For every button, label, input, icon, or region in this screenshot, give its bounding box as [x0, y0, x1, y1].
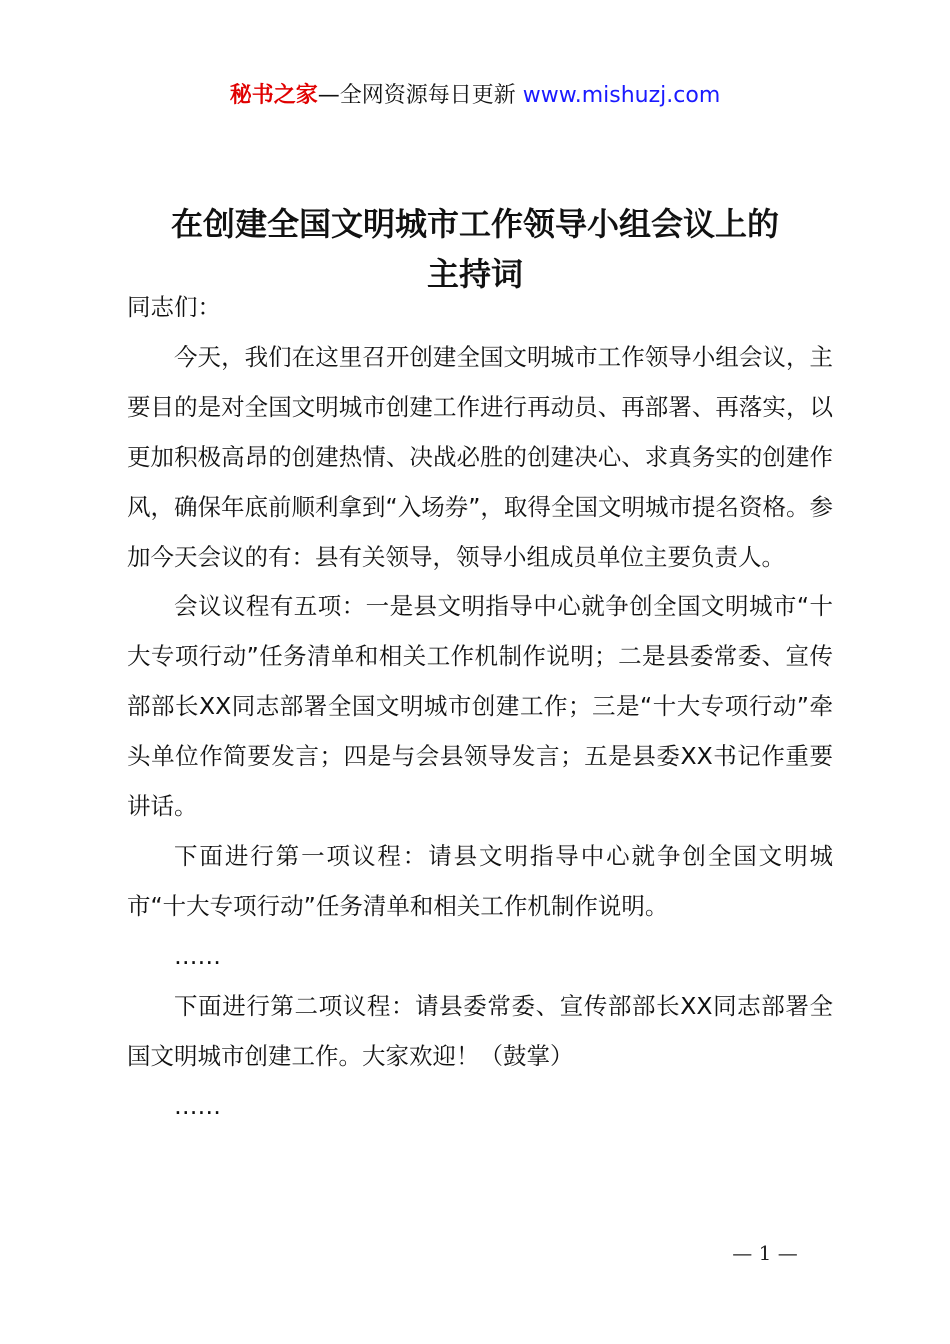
- paragraph-opening: 今天，我们在这里召开创建全国文明城市工作领导小组会议，主要目的是对全国文明城市创建工作进行再动员、再部署、再落实，以更加积极高昂的创建热情、决战必胜的创建决心、求真务实的创建作风，确保年底前顺利拿到“入场券”，取得全国文明城市提名资格。参加今天会议的有：县有关领导，领导小组成员单位主要负责人。: [127, 342, 833, 571]
- ellipsis-1: ……: [174, 941, 221, 970]
- document-title-line-2: 主持词: [426, 255, 523, 294]
- paragraph-item-one: 下面进行第一项议程：请县文明指导中心就争创全国文明城市“十大专项行动”任务清单和相关工作机制作说明。: [127, 841, 833, 920]
- ellipsis-2: ……: [174, 1091, 221, 1120]
- document-body: [127, 283, 833, 1131]
- site-banner: [0, 80, 950, 112]
- site-url-link[interactable]: www.mishuzj.com: [522, 83, 721, 108]
- page-number: — 1 —: [732, 1241, 798, 1265]
- document-title-line-1: 在创建全国文明城市工作领导小组会议上的: [170, 205, 779, 244]
- banner-tagline: —全网资源每日更新: [317, 83, 516, 108]
- paragraph-item-two: 下面进行第二项议程：请县委常委、宣传部部长XX同志部署全国文明城市创建工作。大家欢迎！（鼓掌）: [127, 991, 833, 1070]
- paragraph-agenda: 会议议程有五项：一是县文明指导中心就争创全国文明城市“十大专项行动”任务清单和相关工作机制作说明；二是县委常委、宣传部部长XX同志部署全国文明城市创建工作；三是“十大专项行动”牵头单位作简要发言；四是与会县领导发言；五是县委XX书记作重要讲话。: [127, 592, 833, 821]
- salutation: 同志们：: [127, 293, 221, 321]
- brand-name: 秘书之家: [229, 83, 318, 108]
